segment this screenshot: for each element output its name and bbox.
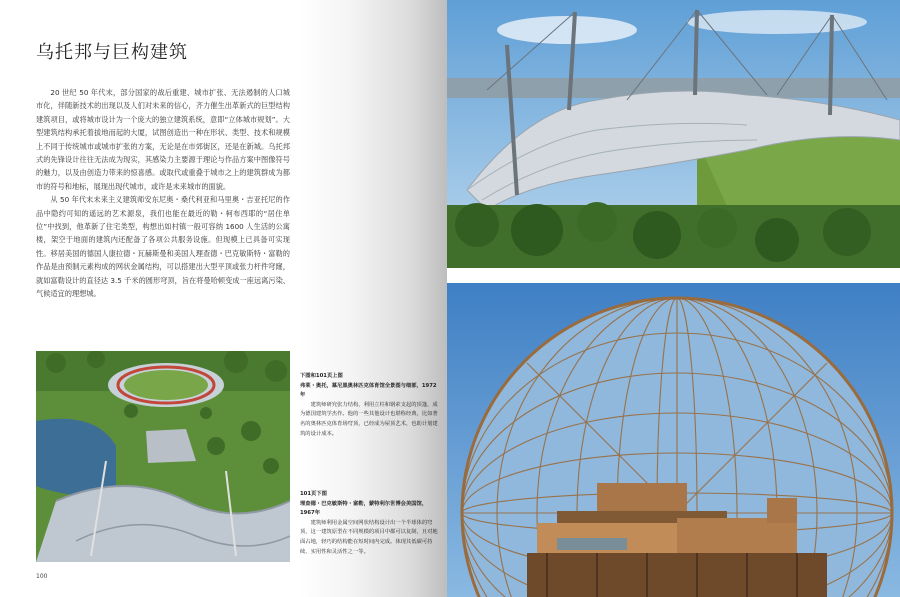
tensile-roof-illustration: [447, 0, 900, 268]
caption-title: 理查德・巴克敏斯特・富勒，蒙特利尔世博会美国馆，1967年: [300, 500, 428, 517]
body-paragraph: 20 世纪 50 年代末，部分国家的战后重建、城市扩张、无法遏制的人口城市化，伴随新技术的出现以及人们对未来的信心，齐力催生出革新式的巨型结构建筑项目，或将城市设计为一个庞大的独立建筑系统，意即“立体城市规划”。大型建筑结构承托着拔地而起的大厦，试图创造出一种在形状、类型、技术和规模上不同于传统城市或城市扩张的方案，无论是在市郊街区，还是在新城。乌托邦式的先锋设计往往无法成为现实，其感染力主要源于理论与作品方案中图像符号的魅力，以及由创造力带来的惊喜感。或取代或重叠于城市之上的建筑群成为都市的符号和地标，展现出现代城市，或许是未来城市的面貌。: [36, 88, 290, 191]
caption-title: 弗莱・奥托，慕尼黑奥林匹克体育馆全景图与细部，1972年: [300, 382, 437, 399]
body-text: [36, 86, 290, 301]
caption-description: 建筑师研究张力结构，利用立柱和钢索支起的顶篷，成为德国建筑学杰作。他的一些其他设计也堪称经典，比如著名的奥林匹克体育场穹顶，已经成为屋顶艺术，也助计划建筑的设计成本。: [300, 401, 438, 437]
right-page: [447, 0, 900, 597]
caption-dome: [300, 490, 440, 557]
page-title: 乌托邦与巨构建筑: [36, 42, 188, 63]
caption-roof: [300, 372, 440, 439]
tensile-roof-photo: [447, 0, 900, 268]
aerial-stadium-photo: [36, 351, 290, 562]
caption-reference: 下图和101页上图: [300, 373, 343, 379]
image-gap: [447, 268, 900, 283]
caption-description: 建筑师利用金属空间网状结构设计出一个半球体的穹顶，这一建筑原型在不同规模的项目中都可以复制，且对地面占地，轻巧的结构能在短时间内完成。体现其低碳可持续、实用性和灵活性之一等。: [300, 519, 438, 555]
caption-reference: 101页下图: [300, 491, 327, 497]
body-paragraph: 从 50 年代末未来主义建筑师安东尼奥・桑代利亚和马里奥・吉亚托尼的作品中隐约可知的遥远的艺术源泉，我们也能在最近的勒・柯布西耶的“居住单位”中找到，他革新了住宅类型，构想出如村镇一般可容纳 1600 人生活的公寓楼，架空于地面的建筑内还配备了各项公共服务设施。但现模上已具备可实现性。移居美国的德国人康拉德・瓦赫斯曼和美国人理查德・巴克敏斯特・富勒的作品是由预制元素构成的网状金属结构，可以搭建出大型平顶或张力杆件穹窿，就如富勒设计的直径达 3.5 千米的圆形穹顶，旨在将曼哈顿变成一座远离污染、气候适宜的理想城。: [36, 195, 290, 299]
left-page: [0, 0, 447, 597]
geodesic-dome-photo: [447, 283, 900, 597]
geodesic-dome-illustration: [447, 283, 900, 597]
page-number: 100: [36, 573, 48, 580]
aerial-stadium-illustration: [36, 351, 290, 562]
